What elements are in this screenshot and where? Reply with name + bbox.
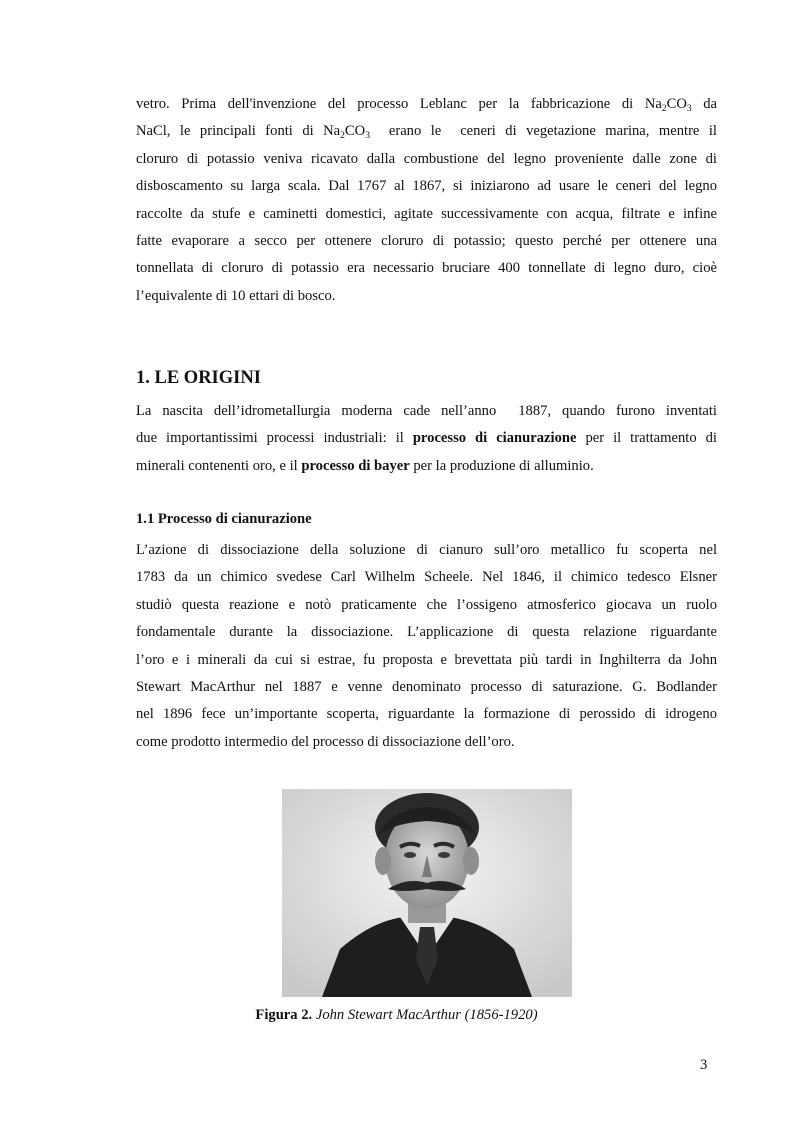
text-line: tonnellata di cloruro di potassio era necessario bruciare 400 tonnellate di legno duro, cioè (136, 260, 717, 277)
figure-caption (0, 1007, 793, 1024)
text-line: Stewart MacArthur nel 1887 e venne denominato processo di saturazione. G. Bodlander (136, 679, 717, 696)
text-line: l’equivalente di 10 ettari di bosco. (136, 287, 336, 304)
figure-label: Figura 2. (255, 1007, 313, 1023)
paragraph-intro (136, 91, 717, 310)
text-line: cloruro di potassio veniva ricavato dalla combustione del legno proveniente dalle zone di (136, 150, 717, 167)
text-line: La nascita dell’idrometallurgia moderna cade nell’anno 1887, quando furono inventati (136, 403, 717, 419)
figure-caption-text: John Stewart MacArthur (1856-1920) (312, 1007, 538, 1023)
text-line: L’azione di dissociazione della soluzione di cianuro sull’oro metallico fu scoperta nel (136, 542, 717, 558)
text-line: studiò questa reazione e notò praticamente che l’ossigeno atmosferico giocava un ruolo (136, 596, 717, 613)
text-line: minerali contenenti oro, e il processo di bayer per la produzione di alluminio. (136, 457, 594, 474)
text-line: NaCl, le principali fonti di $Na_2CO_3$ erano le ceneri di vegetazione marina, mentre il (136, 123, 717, 142)
text-line: raccolte da stufe e caminetti domestici, agitate successivamente con acqua, filtrate e infine (136, 205, 717, 222)
portrait-illustration (282, 789, 572, 997)
text-line: fondamentale durante la dissociazione. L’applicazione di questa relazione riguardante (136, 624, 717, 641)
text-line: disboscamento su larga scala. Dal 1767 al 1867, si iniziarono ad usare le ceneri del legno (136, 178, 717, 195)
paragraph-origini (136, 398, 717, 480)
subsection-heading: 1.1 Processo di cianurazione (136, 511, 312, 527)
bold-term: processo di bayer (301, 457, 410, 474)
text-line: vetro. Prima dell'invenzione del processo Leblanc per la fabbricazione di $Na_2CO_3$ da (136, 96, 717, 114)
paragraph-cianurazione (136, 537, 717, 756)
text-line: fatte evaporare a secco per ottenere cloruro di potassio; questo perché per ottenere una (136, 233, 717, 250)
text-line: nel 1896 fece un’importante scoperta, riguardante la formazione di perossido di idrogeno (136, 706, 717, 723)
portrait-photo (282, 789, 572, 997)
text-line: 1783 da un chimico svedese Carl Wilhelm Scheele. Nel 1846, il chimico tedesco Elsner (136, 569, 717, 586)
page-number: 3 (700, 1057, 708, 1073)
section-heading: 1. LE ORIGINI (136, 368, 261, 388)
bold-term: processo di cianurazione (412, 430, 577, 447)
text-line: come prodotto intermedio del processo di dissociazione dell’oro. (136, 733, 515, 750)
text-line: l’oro e i minerali da cui si estrae, fu proposta e brevettata più tardi in Inghilterra da John (136, 651, 717, 668)
text-line: due importantissimi processi industriali: il processo di cianurazione per il trattamento di (136, 430, 717, 447)
